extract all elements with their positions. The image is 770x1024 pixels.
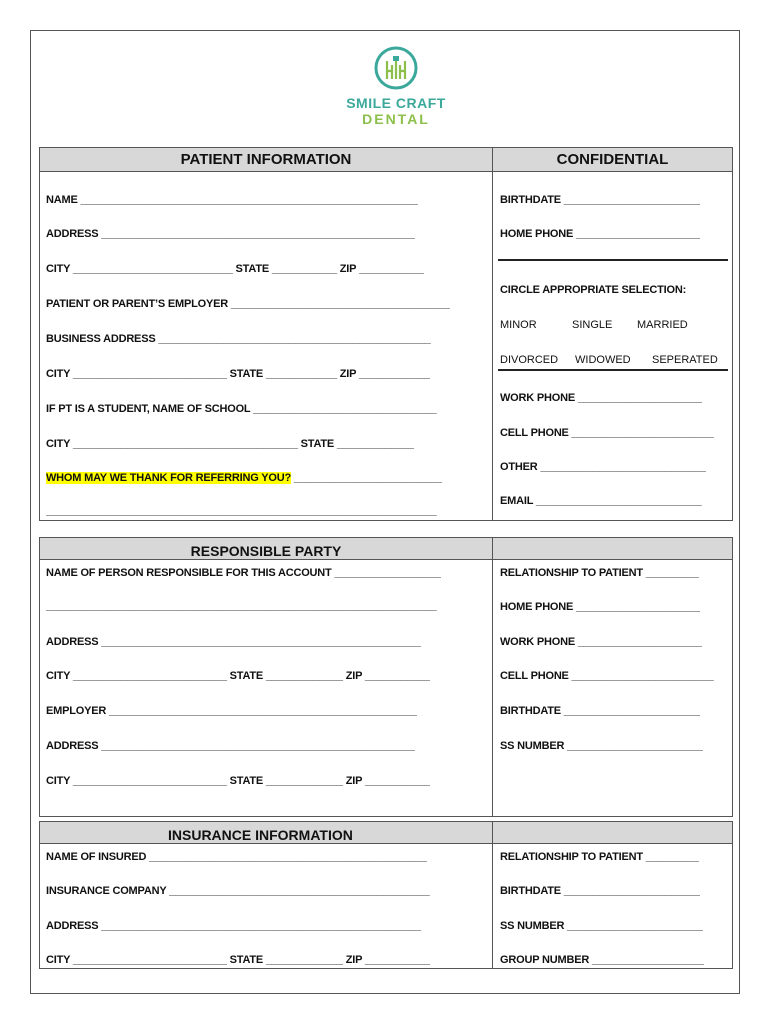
insured-relationship-field[interactable]: RELATIONSHIP TO PATIENT _________: [500, 851, 700, 863]
practice-logo: [341, 45, 451, 145]
column-divider: [492, 148, 493, 520]
patient-information-section: [39, 147, 733, 521]
tooth-logo-icon: [373, 45, 419, 91]
responsible-name-field[interactable]: NAME OF PERSON RESPONSIBLE FOR THIS ACCOUNT __________________: [46, 567, 441, 579]
business-address-field[interactable]: BUSINESS ADDRESS ______________________________________________: [46, 333, 431, 345]
insurance-information-header-right: [493, 822, 732, 844]
logo-name-line2: DENTAL: [362, 111, 430, 127]
responsible-ss-number-field[interactable]: SS NUMBER _______________________: [500, 740, 704, 752]
insurance-address-field[interactable]: ADDRESS ______________________________________________________: [46, 920, 421, 932]
patient-name-field[interactable]: NAME _________________________________________________________: [46, 194, 418, 206]
responsible-party-header: RESPONSIBLE PARTY: [40, 538, 492, 560]
school-city-state-field[interactable]: CITY ______________________________________ STATE _____________: [46, 438, 414, 450]
referral-continuation-field[interactable]: __________________________________________________________________: [46, 505, 437, 517]
referral-field[interactable]: [46, 472, 442, 484]
responsible-party-section: [39, 537, 733, 817]
referral-blank: _________________________: [293, 472, 442, 484]
business-city-state-zip-field[interactable]: CITY __________________________ STATE ____________ ZIP ____________: [46, 368, 430, 380]
column-divider: [492, 538, 493, 816]
circle-selection-label: CIRCLE APPROPRIATE SELECTION:: [500, 284, 687, 296]
insurance-company-field[interactable]: INSURANCE COMPANY ____________________________________________: [46, 885, 430, 897]
insured-birthdate-field[interactable]: BIRTHDATE _______________________: [500, 885, 700, 897]
referral-label: WHOM MAY WE THANK FOR REFERRING YOU?: [46, 472, 291, 484]
responsible-home-phone-field[interactable]: HOME PHONE _____________________: [500, 601, 701, 613]
responsible-party-header-right: [493, 538, 732, 560]
group-number-field[interactable]: GROUP NUMBER ___________________: [500, 954, 705, 966]
option-married[interactable]: MARRIED: [637, 319, 688, 331]
option-divorced[interactable]: DIVORCED: [500, 354, 559, 366]
option-minor[interactable]: MINOR: [500, 319, 537, 331]
home-phone-field[interactable]: HOME PHONE _____________________: [500, 228, 701, 240]
work-phone-field[interactable]: WORK PHONE _____________________: [500, 392, 703, 404]
option-seperated[interactable]: SEPERATED: [652, 354, 718, 366]
patient-employer-field[interactable]: PATIENT OR PARENT’S EMPLOYER _____________________________________: [46, 298, 450, 310]
responsible-name-continuation-field[interactable]: __________________________________________________________________: [46, 600, 437, 612]
responsible-birthdate-field[interactable]: BIRTHDATE _______________________: [500, 705, 700, 717]
divider-rule: [498, 369, 728, 371]
patient-information-header: PATIENT INFORMATION: [40, 148, 492, 172]
employer-city-state-zip-field[interactable]: CITY __________________________ STATE _____________ ZIP ___________: [46, 775, 430, 787]
email-field[interactable]: EMAIL ____________________________: [500, 495, 702, 507]
column-divider: [492, 822, 493, 968]
option-single[interactable]: SINGLE: [572, 319, 613, 331]
other-field[interactable]: OTHER ____________________________: [500, 461, 707, 473]
birthdate-field[interactable]: BIRTHDATE _______________________: [500, 194, 700, 206]
insured-ss-number-field[interactable]: SS NUMBER _______________________: [500, 920, 704, 932]
school-name-field[interactable]: IF PT IS A STUDENT, NAME OF SCHOOL _______________________________: [46, 403, 437, 415]
insured-name-field[interactable]: NAME OF INSURED _______________________________________________: [46, 851, 428, 863]
responsible-employer-field[interactable]: EMPLOYER ____________________________________________________: [46, 705, 417, 717]
cell-phone-field[interactable]: CELL PHONE ________________________: [500, 427, 714, 439]
responsible-address-field[interactable]: ADDRESS ______________________________________________________: [46, 636, 421, 648]
form-page: [30, 30, 740, 994]
insurance-information-header: INSURANCE INFORMATION: [40, 822, 492, 844]
divider-rule: [498, 259, 728, 261]
logo-name-line1: SMILE CRAFT: [346, 95, 446, 111]
insurance-city-state-zip-field[interactable]: CITY __________________________ STATE _____________ ZIP ___________: [46, 954, 430, 966]
option-widowed[interactable]: WIDOWED: [575, 354, 631, 366]
responsible-city-state-zip-field[interactable]: CITY __________________________ STATE _____________ ZIP ___________: [46, 670, 430, 682]
relationship-field[interactable]: RELATIONSHIP TO PATIENT _________: [500, 567, 700, 579]
confidential-header: CONFIDENTIAL: [493, 148, 732, 172]
responsible-cell-phone-field[interactable]: CELL PHONE ________________________: [500, 670, 714, 682]
patient-address-field[interactable]: ADDRESS _____________________________________________________: [46, 228, 415, 240]
patient-city-state-zip-field[interactable]: CITY ___________________________ STATE ___________ ZIP ___________: [46, 263, 425, 275]
employer-address-field[interactable]: ADDRESS _____________________________________________________: [46, 740, 415, 752]
responsible-work-phone-field[interactable]: WORK PHONE _____________________: [500, 636, 703, 648]
insurance-information-section: [39, 821, 733, 969]
